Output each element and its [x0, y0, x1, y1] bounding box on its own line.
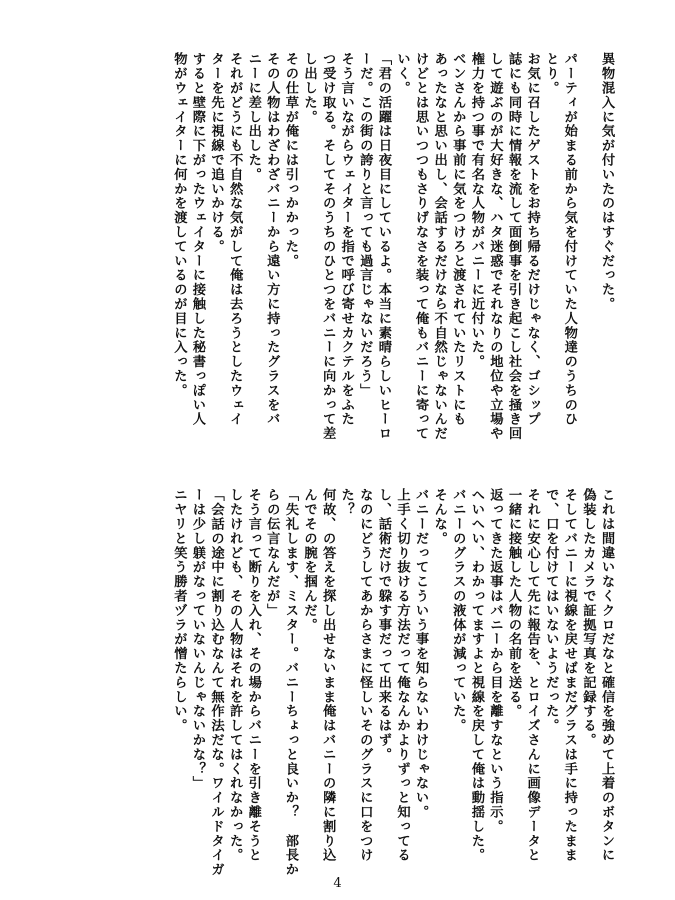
text-line: して遊ぶのが大好きな、ハタ迷惑でそれなりの地位や立場や: [487, 52, 503, 441]
text-line: ニーに差し出した。: [245, 52, 261, 182]
text-line: へいへい、わかってますよと視線を戻して俺は動揺した。: [468, 488, 484, 863]
text-line: そう言って断りを入れ、その場からバニーを引き離そうと: [245, 488, 261, 863]
text-line: それに安心して先に報告を、とロイズさんに画像データと: [524, 488, 540, 863]
text-line: ターを先に視線で追いかける。: [208, 52, 224, 254]
text-line: これは間違いなくクロだなと確信を強めて上着のボタンに: [599, 488, 614, 863]
text-line: 権力を持つ事で有名な人物がバニーに近付いた。: [468, 52, 484, 369]
text-line: そう言いながらウェイターを指で呼び寄せカクテルをふた: [338, 52, 354, 427]
text-line: ーは少し躾がなっていないんじゃないかな？」: [189, 488, 205, 791]
text-line: 何故、の答えを探し出せないまま俺はバニーの隣に割り込: [320, 488, 336, 863]
text-line: その仕草が俺には引っかかった。: [282, 52, 298, 268]
lower-text-block: [60, 488, 615, 877]
text-line: バニーのグラスの液体が減っていた。: [450, 488, 466, 733]
text-line: その人物はわざわざバニーから遠い方に持ったグラスをバ: [264, 52, 280, 427]
text-line: し、話術だけで躱す事だって出来るはず。: [375, 488, 391, 762]
text-line: 偽装したカメラで証拠写真を記録する。: [580, 488, 596, 748]
text-line: ーだ。この街の誇りと言っても過言じゃないだろう」: [357, 52, 373, 398]
text-line: らの伝言なんだが」: [264, 488, 280, 618]
text-line: 返ってきた返事はバニーから目を離すなという指示。: [487, 488, 503, 834]
text-line: 物がウェイターに何かを渡しているのが目に入った。: [171, 52, 187, 398]
text-line: [578, 52, 597, 422]
text-line: つ受け取る。そしてそのうちのひとつをバニーに向かって差: [320, 52, 336, 441]
text-line: パーティが始まる前から気を付けていた人物達のうちのひ: [561, 52, 577, 427]
text-line: た？: [338, 488, 354, 517]
text-line: 「君の活躍は日夜目にしているよ。本当に素晴らしいヒーロ: [375, 52, 391, 441]
text-line: とり。: [543, 52, 559, 96]
text-line: けどとは思いつつもさりげなさを装って俺もバニーに寄って: [413, 52, 429, 441]
text-line: 「会話の途中に割り込むなんて無作法だな。ワイルドタイガ: [208, 488, 224, 877]
text-line: したけれども、その人物はそれを許してはくれなかった。: [227, 488, 243, 863]
text-line: 異物混入に気が付いたのはすぐだった。: [599, 52, 614, 312]
text-line: あったなと思い出し、会話するだけなら不自然じゃないんだ: [431, 52, 447, 441]
text-line: お気に召したゲストをお持ち帰るだけじゃなく、ゴシップ: [524, 52, 540, 427]
text-line: ニヤリと笑う勝者ヅラが憎たらしい。: [171, 488, 187, 733]
text-line: いく。: [394, 52, 410, 96]
text-line: 誌にも同時に情報を流して面倒事を引き起こし社会を掻き回: [506, 52, 522, 441]
text-line: そしてバニーに視線を戻せばまだグラスは手に持ったまま: [561, 488, 577, 863]
text-line: そんな。: [431, 488, 447, 546]
text-line: で、口を付けてはいないようだった。: [543, 488, 559, 733]
text-line: 一緒に接触した人物の名前を送る。: [506, 488, 522, 719]
text-line: 上手く切り抜ける方法だって俺なんかよりずっと知ってる: [394, 488, 410, 863]
upper-text-block: [60, 52, 615, 441]
page-number: 4: [333, 876, 342, 891]
text-line: んでその腕を掴んだ。: [301, 488, 317, 632]
text-line: し出した。: [301, 52, 317, 124]
text-line: ベンさんから事前に気をつけろと渡されていたリストにも: [450, 52, 466, 427]
text-line: すると壁際に下がったウェイターに接触した秘書っぽい人: [189, 52, 205, 427]
text-line: バニーだってこういう事を知らないわけじゃない。: [413, 488, 429, 820]
text-line: それがどうにも不自然な気がして俺は去ろうとしたウェイ: [227, 52, 243, 427]
text-line: なのにどうしてあからさまに怪しいそのグラスに口をつけ: [357, 488, 373, 863]
text-line: 「失礼します、ミスター。バニーちょっと良いか？ 部長か: [282, 488, 298, 877]
